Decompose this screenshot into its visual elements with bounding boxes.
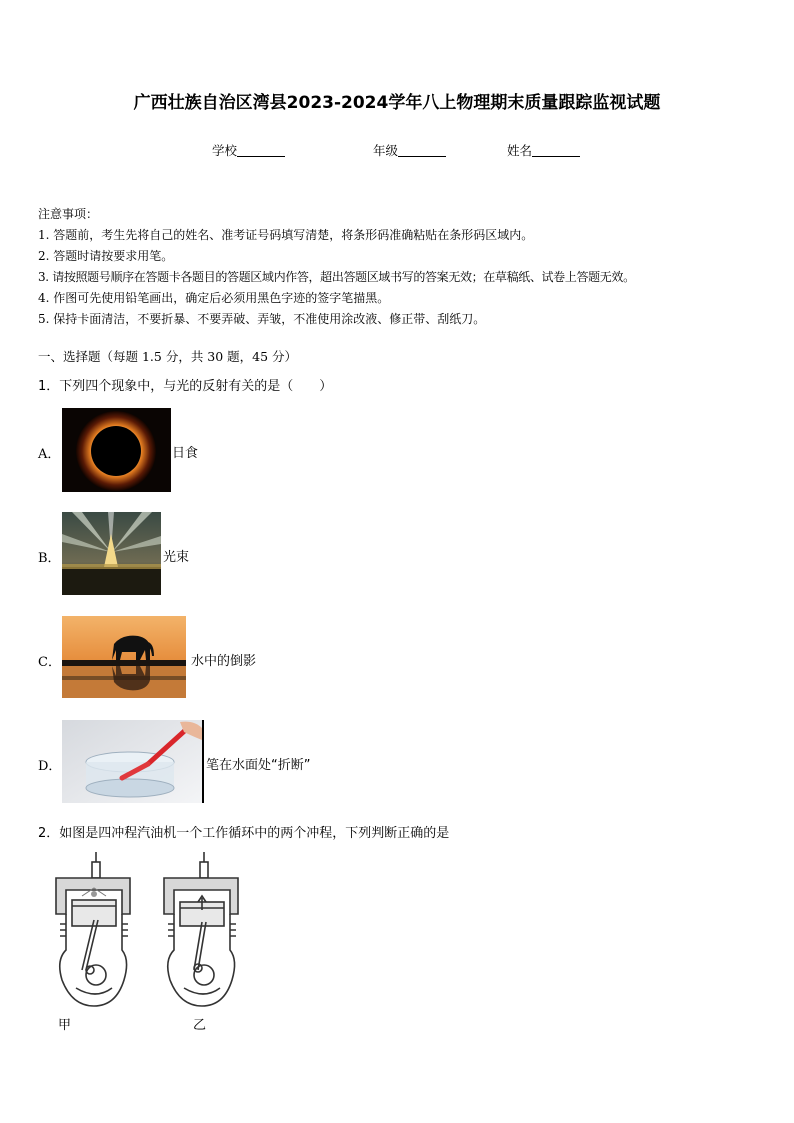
school-blank[interactable] (237, 144, 285, 157)
notice-item: 3. 请按照题号顺序在答题卡各题目的答题区域内作答，超出答题区域书写的答案无效；在草稿纸、试卷上答题无效。 (38, 270, 635, 284)
option-d-text: 笔在水面处“折断” (206, 758, 311, 773)
school-field[interactable] (212, 141, 285, 159)
notice-block (38, 204, 635, 330)
grade-label: 年级 (373, 143, 399, 158)
solar-eclipse-image (62, 408, 171, 492)
name-label: 姓名 (507, 143, 533, 158)
question-2-stem: 2．如图是四冲程汽油机一个工作循环中的两个冲程，下列判断正确的是 (38, 826, 450, 841)
notice-item: 4. 作图可先使用铅笔画出，确定后必须用黑色字迹的签字笔描黑。 (38, 291, 390, 305)
school-label: 学校 (212, 143, 238, 158)
elephant-reflection-image (62, 616, 186, 698)
option-c-text: 水中的倒影 (191, 654, 257, 669)
notice-item: 2. 答题时请按要求用笔。 (38, 249, 174, 263)
option-b-letter: B． (38, 551, 61, 566)
engine-label-jia: 甲 (58, 1018, 72, 1033)
grade-blank[interactable] (398, 144, 446, 157)
engine-diagram-jia (52, 850, 134, 1008)
light-beams-image (62, 512, 161, 595)
engine-diagram-yi (160, 850, 242, 1008)
question-1-stem: 1．下列四个现象中，与光的反射有关的是（ ） (38, 379, 333, 394)
page-title: 广西壮族自治区湾县2023-2024学年八上物理期末质量跟踪监视试题 (133, 93, 661, 113)
section-heading: 一、选择题（每题 1.5 分，共 30 题，45 分） (38, 349, 298, 364)
option-a-text: 日食 (172, 446, 199, 461)
option-b-text: 光束 (163, 550, 190, 565)
name-field[interactable] (507, 141, 580, 159)
option-d-letter: D． (38, 759, 62, 774)
option-c-letter: C． (38, 655, 61, 670)
pen-in-water-image (62, 720, 204, 803)
name-blank[interactable] (532, 144, 580, 157)
notice-heading: 注意事项： (38, 207, 99, 221)
notice-item: 5. 保持卡面清洁，不要折暴、不要弄破、弄皱，不准使用涂改液、修正带、刮纸刀。 (38, 312, 486, 326)
option-a-letter: A． (38, 447, 61, 462)
engine-label-yi: 乙 (193, 1018, 207, 1033)
notice-item: 1. 答题前，考生先将自己的姓名、准考证号码填写清楚，将条形码准确粘贴在条形码区域内。 (38, 228, 534, 242)
grade-field[interactable] (373, 141, 446, 159)
